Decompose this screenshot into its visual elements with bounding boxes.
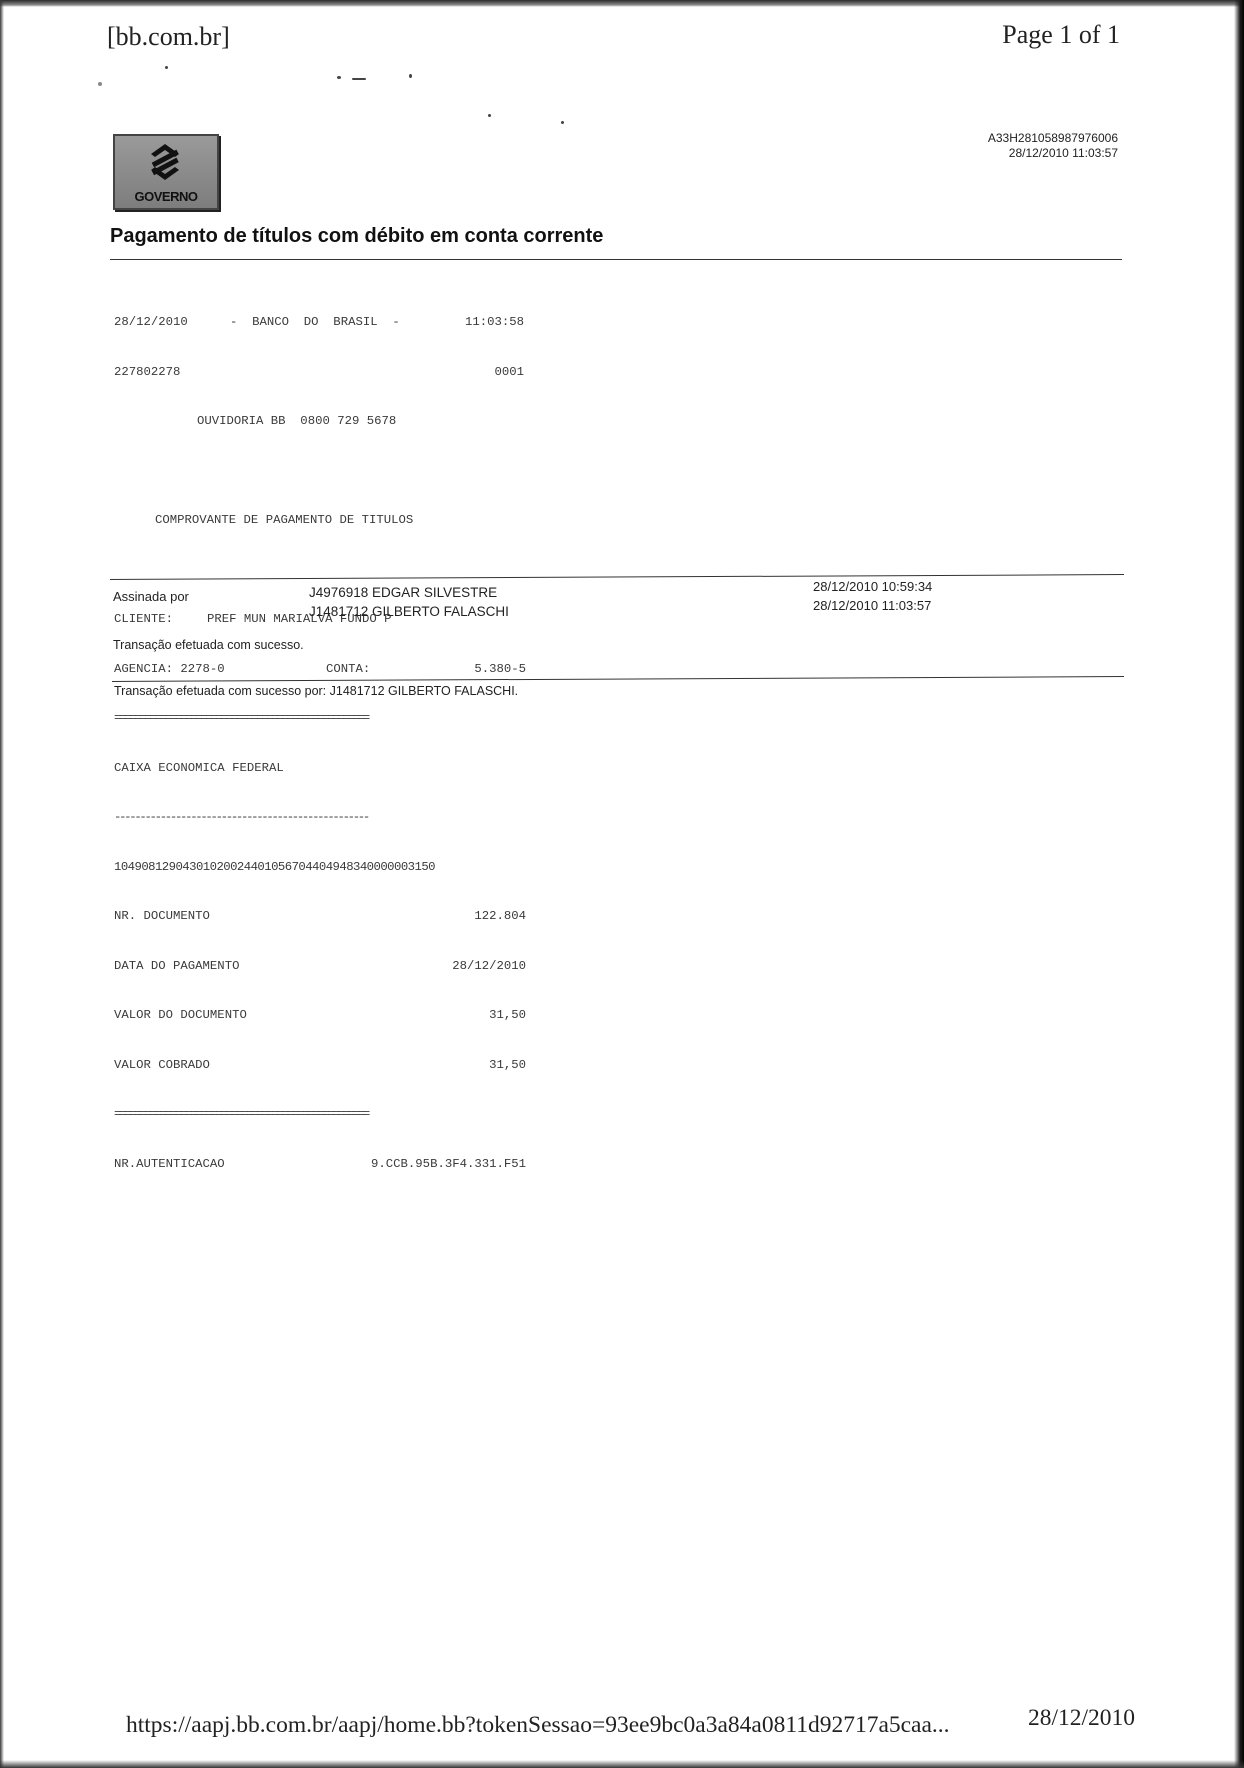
signer-datetime: 28/12/2010 10:59:34	[813, 579, 933, 594]
cliente-label: CLIENTE:	[114, 612, 174, 626]
signed-by-label: Assinada por	[113, 589, 189, 604]
scan-edge-top	[0, 0, 1244, 7]
logo-text: GOVERNO	[134, 189, 198, 204]
field-value: 122.804	[474, 909, 526, 923]
scan-speck	[165, 66, 168, 69]
scan-edge-bottom	[0, 1760, 1244, 1768]
scan-speck	[488, 114, 491, 117]
field-value: 31,50	[489, 1008, 526, 1022]
scan-edge-right	[1234, 0, 1244, 1768]
signer-name: J4976918 EDGAR SILVESTRE	[309, 585, 498, 600]
scan-speck	[337, 76, 341, 79]
conta-label: CONTA:	[326, 661, 371, 676]
scan-speck	[98, 82, 102, 86]
document-id-block	[988, 131, 1118, 161]
receipt	[114, 281, 526, 1189]
field-label: DATA DO PAGAMENTO	[114, 958, 240, 973]
status-message: Transação efetuada com sucesso.	[113, 638, 304, 652]
field-value: 31,50	[489, 1057, 526, 1072]
document-timestamp: 28/12/2010 11:03:57	[1008, 146, 1118, 160]
receipt-title: COMPROVANTE DE PAGAMENTO DE TITULOS	[155, 513, 414, 527]
cliente-value: PREF MUN MARIALVA FUNDO P	[207, 612, 392, 626]
scan-speck	[561, 121, 564, 124]
document-id: A33H281058987976006	[987, 131, 1118, 145]
separator-dash: --------------------------------------------------	[114, 810, 368, 824]
site-label: [bb.com.br]	[107, 22, 230, 51]
beneficiary-name: CAIXA ECONOMICA FEDERAL	[114, 760, 284, 775]
page-indicator: Page 1 of 1	[1002, 20, 1120, 49]
field-label: NR. DOCUMENTO	[114, 909, 210, 923]
auth-value: 9.CCB.95B.3F4.331.F51	[371, 1156, 526, 1171]
scan-speck	[352, 78, 366, 80]
separator-equals: ==================================================	[114, 1107, 368, 1121]
page-title: Pagamento de títulos com débito em conta corrente	[110, 225, 604, 247]
field-label: VALOR COBRADO	[114, 1057, 210, 1072]
receipt-date: 28/12/2010	[114, 315, 188, 329]
conta-value: 5.380-5	[474, 661, 526, 676]
title-divider	[110, 259, 1122, 260]
receipt-seq: 0001	[494, 364, 524, 379]
barcode-number: 10490812904301020024401056704404948340000003150	[114, 859, 435, 874]
signer-name: J1481712 GILBERTO FALASCHI	[309, 604, 509, 619]
signer-datetime: 28/12/2010 11:03:57	[813, 598, 932, 613]
receipt-ouvidoria: OUVIDORIA BB 0800 729 5678	[197, 414, 397, 428]
field-value: 28/12/2010	[452, 958, 526, 973]
separator-equals: ==================================================	[114, 711, 368, 725]
receipt-terminal: 227802278	[114, 364, 181, 379]
signer-datetimes	[813, 577, 932, 615]
footer-url: https://aapj.bb.com.br/aapj/home.bb?tokenSessao=93ee9bc0a3a84a0811d92717a5caa...	[126, 1712, 950, 1738]
receipt-bank-header: - BANCO DO BRASIL -	[230, 315, 400, 329]
bank-logo-icon	[145, 142, 185, 182]
agencia-label: AGENCIA: 2278-0	[114, 661, 225, 676]
scan-edge-left	[0, 0, 4, 1768]
receipt-time: 11:03:58	[464, 315, 524, 329]
signer-names	[309, 583, 509, 621]
footer-date: 28/12/2010	[1028, 1705, 1136, 1731]
scan-speck	[409, 74, 412, 78]
auth-label: NR.AUTENTICACAO	[114, 1156, 225, 1171]
status-message-by: Transação efetuada com sucesso por: J1481712 GILBERTO FALASCHI.	[114, 684, 519, 698]
bank-logo	[113, 134, 219, 210]
field-label: VALOR DO DOCUMENTO	[114, 1008, 247, 1022]
